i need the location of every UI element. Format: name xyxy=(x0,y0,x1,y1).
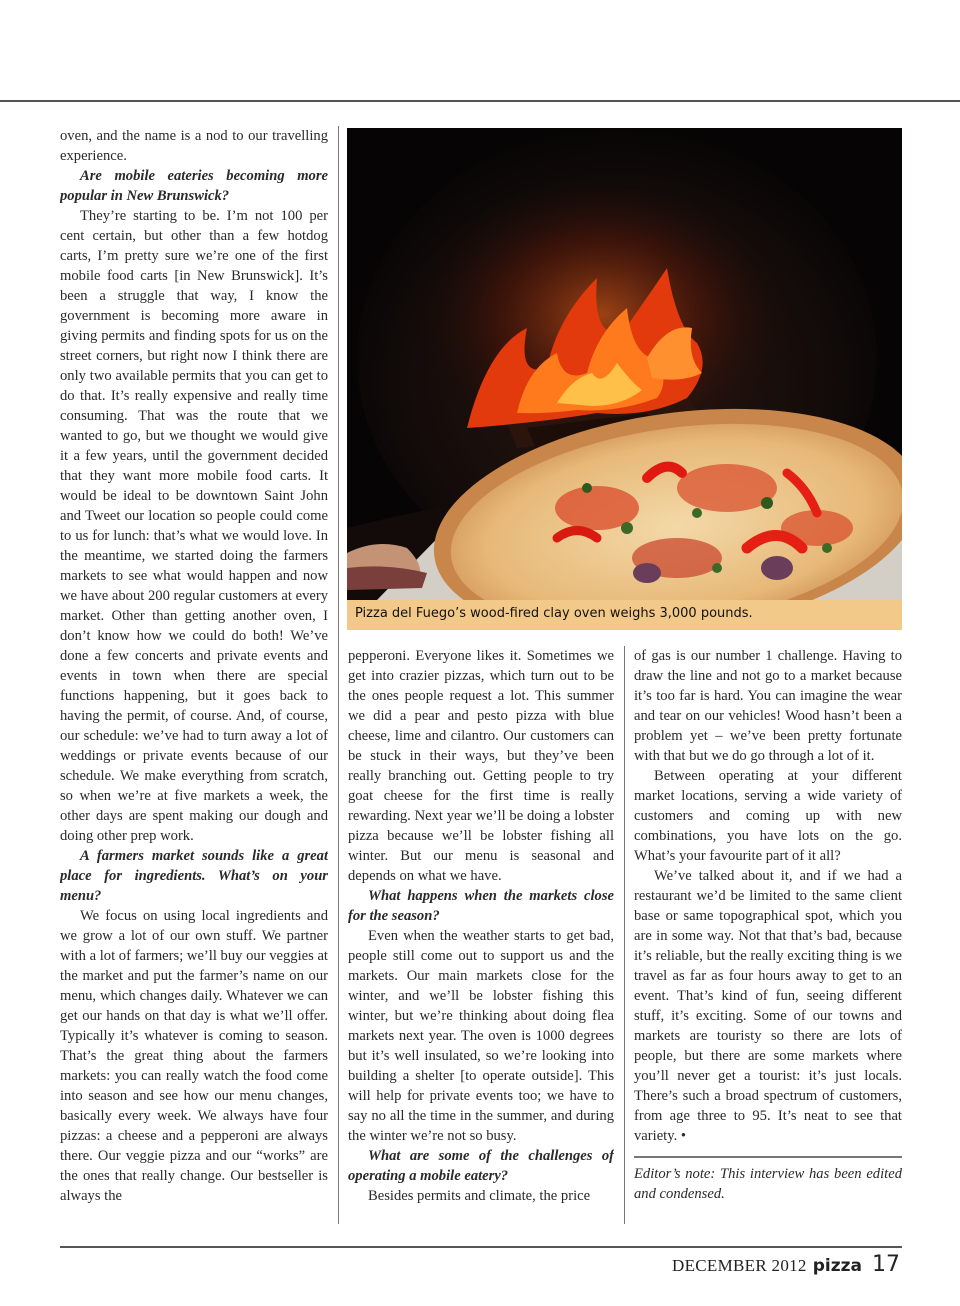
interview-question: What happens when the markets close for the season? xyxy=(348,888,614,924)
body-paragraph: pepperoni. Everyone likes it. Sometimes we get into crazier pizzas, which turn out to be the ones people request a lot. This summer we did a pear and pesto pizza with blue cheese, lime and cilantro. Our customers can be stuck in their ways, but they’ve been really branching out. Getting people to try goat cheese for the first time is really rewarding. Next year we’ll be doing a lobster pizza because we’ll be lobster fishing all winter. But our menu is seasonal and depends on what we have. xyxy=(348,648,614,884)
editor-note-rule xyxy=(634,1156,902,1158)
footer-rule xyxy=(60,1246,902,1248)
body-paragraph: Between operating at your different market locations, serving a wide variety of customers and coming up with new combinations, you have lots on the go. What’s your favourite part of it all? xyxy=(634,768,902,864)
page-number: 17 xyxy=(872,1252,900,1277)
wood-fired-oven-image xyxy=(347,128,902,600)
page-footer xyxy=(672,1252,900,1282)
interview-question: Are mobile eateries becoming more popular in New Brunswick? xyxy=(60,168,328,204)
body-paragraph: Besides permits and climate, the price xyxy=(368,1188,591,1204)
body-paragraph: of gas is our number 1 challenge. Having to draw the line and not go to a market because it’s too far is hard. You can imagine the wear and tear on our vehicles! Wood hasn’t been a problem yet – we’ve been pretty fortunate with that but we do go through a lot of it. xyxy=(634,648,902,764)
article-column-2 xyxy=(348,646,614,1228)
column-divider xyxy=(624,646,625,1224)
interview-question: A farmers market sounds like a great place for ingredients. What’s on your menu? xyxy=(60,848,328,904)
body-paragraph: They’re starting to be. I’m not 100 per cent certain, but other than a few hotdog carts, I’m pretty sure we’re one of the first mobile food carts [in New Brunswick]. It’s been a struggle that way, I know the government is becoming more aware in giving permits and finding spots for us on the street corners, but right now I think there are only two available permits that you can get to do that. It’s really expensive and really time consuming. That was the route that we wanted to go, but we thought we would give it a few years, until the government decided that they want more mobile food carts. It would be ideal to be downtown Saint John and Tweet our location so people could come to us for lunch: that’s what we would love. In the meantime, we started doing the farmers markets to see what would happen and now we have about 200 regular customers at every market. Other than getting another oven, I don’t know how we could do both! We’ve done a few concerts and private events and events in town when there are special functions happening, but it goes back to having the permit, of course. And, of course, our schedule: we’ve had to turn away a lot of weddings or private events because of our schedule. We make everything from scratch, so when we’re at five markets a week, the other days are spent making our dough and doing other prep work. xyxy=(60,208,328,844)
interview-question: What are some of the challenges of operating a mobile eatery? xyxy=(348,1148,614,1184)
article-column-1 xyxy=(60,126,328,1228)
body-paragraph: We focus on using local ingredients and we grow a lot of our own stuff. We partner with a lot of farmers; we’ll buy our veggies at the market and put the farmer’s name on our menu, which changes daily. Whatever we can get our hands on that day is what we’ll offer. Typically it’s whatever is coming to season. That’s the great thing about the farmers markets: you can really watch the food come into season and see how our menu changes, basically every week. We always have four pizzas: a cheese and a pepperoni are always there. Our veggie pizza and our “works” are the ones that really change. Our bestseller is always the xyxy=(60,908,328,1204)
magazine-name: pizza xyxy=(812,1256,862,1276)
body-paragraph: oven, and the name is a nod to our travelling experience. xyxy=(60,128,328,164)
body-paragraph: Even when the weather starts to get bad, people still come out to support us and the markets. Our main markets close for the winter, and we’ll be lobster fishing this winter, but we’re thinking about doing flea markets next year. The oven is 1000 degrees but it’s well insulated, so we’re looking into building a shelter [to operate outside]. This will help for private events too; we have to say no all the time in the summer, and during the winter we’re not so busy. xyxy=(348,928,614,1144)
issue-date: DECEMBER 2012 xyxy=(672,1256,807,1275)
article-column-3 xyxy=(634,646,902,1228)
header-rule xyxy=(0,100,960,102)
column-divider xyxy=(338,126,339,1224)
photo-caption: Pizza del Fuego’s wood-fired clay oven weighs 3,000 pounds. xyxy=(347,600,902,630)
oven-photo xyxy=(347,128,902,600)
editor-note: Editor’s note: This interview has been edited and condensed. xyxy=(634,1166,902,1202)
body-paragraph: We’ve talked about it, and if we had a restaurant we’d be limited to the same client base or same topographical spot, which you are in some way. Not that that’s bad, because it’s reliable, but the really exciting thing is we travel as far as four hours away to get to an event. That’s kind of fun, seeing different stuff, it’s exciting. Some of our towns and markets are touristy so there are lots of people, but there are some markets where you’ll never get a tourist: it’s just locals. There’s such a broad spectrum of customers, from age three to 95. It’s neat to see that variety. • xyxy=(634,868,902,1144)
